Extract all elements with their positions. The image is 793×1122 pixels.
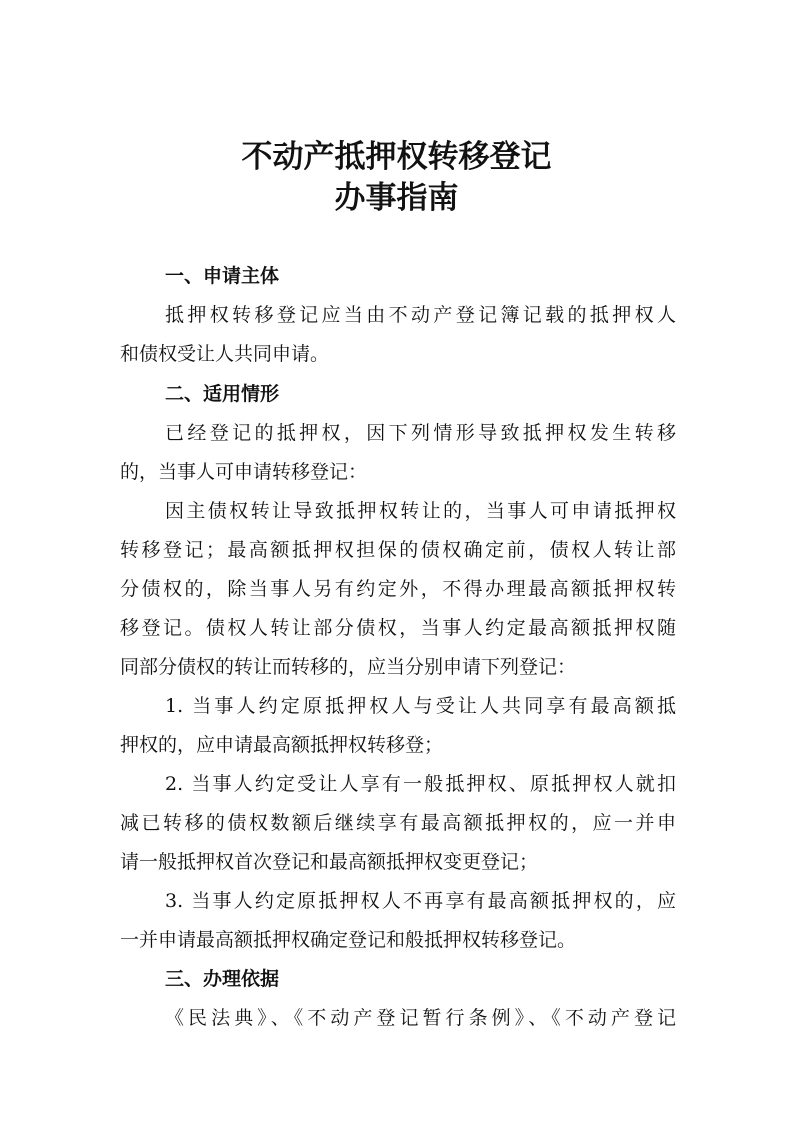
list-item-3: 3. 当事人约定原抵押权人不再享有最高额抵押权的，应: [165, 890, 676, 912]
paragraph-line: 同部分债权的转让而转移的，应当分别申请下列登记：: [120, 656, 577, 678]
section-heading-legal-basis: 三、办理依据: [165, 968, 280, 990]
paragraph-line: 移登记。债权人转让部分债权，当事人约定最高额抵押权随: [120, 617, 676, 639]
paragraph-line: 抵押权转移登记应当由不动产登记簿记载的抵押权人: [165, 304, 676, 326]
section-heading-applicable-cases: 二、适用情形: [165, 383, 280, 405]
paragraph-line: 请一般抵押权首次登记和最高额抵押权变更登记；: [120, 851, 539, 873]
paragraph-line: 转移登记；最高额抵押权担保的债权确定前，债权人转让部: [120, 539, 676, 561]
document-title: 不动产抵押权转移登记: [241, 139, 552, 175]
paragraph-line: 因主债权转让导致抵押权转让的，当事人可申请抵押权: [165, 500, 676, 522]
paragraph-line: 分债权的，除当事人另有约定外，不得办理最高额抵押权转: [120, 578, 676, 600]
paragraph-line: 《民法典》、《不动产登记暂行条例》、《不动产登记: [165, 1007, 676, 1029]
paragraph-line: 减已转移的债权数额后继续享有最高额抵押权的，应一并申: [120, 812, 676, 834]
paragraph-line: 一并申请最高额抵押权确定登记和般抵押权转移登记。: [120, 929, 577, 951]
paragraph-line: 的，当事人可申请转移登记：: [120, 461, 368, 483]
section-heading-applicant: 一、申请主体: [165, 265, 280, 287]
paragraph-line: 和债权受让人共同申请。: [120, 343, 330, 365]
document-subtitle: 办事指南: [334, 180, 459, 216]
paragraph-line: 押权的，应申请最高额抵押权转移登；: [120, 734, 444, 756]
list-item-2: 2. 当事人约定受让人享有一般抵押权、原抵押权人就扣: [165, 773, 676, 795]
list-item-1: 1. 当事人约定原抵押权人与受让人共同享有最高额抵: [165, 695, 676, 717]
paragraph-line: 已经登记的抵押权，因下列情形导致抵押权发生转移: [165, 422, 676, 444]
